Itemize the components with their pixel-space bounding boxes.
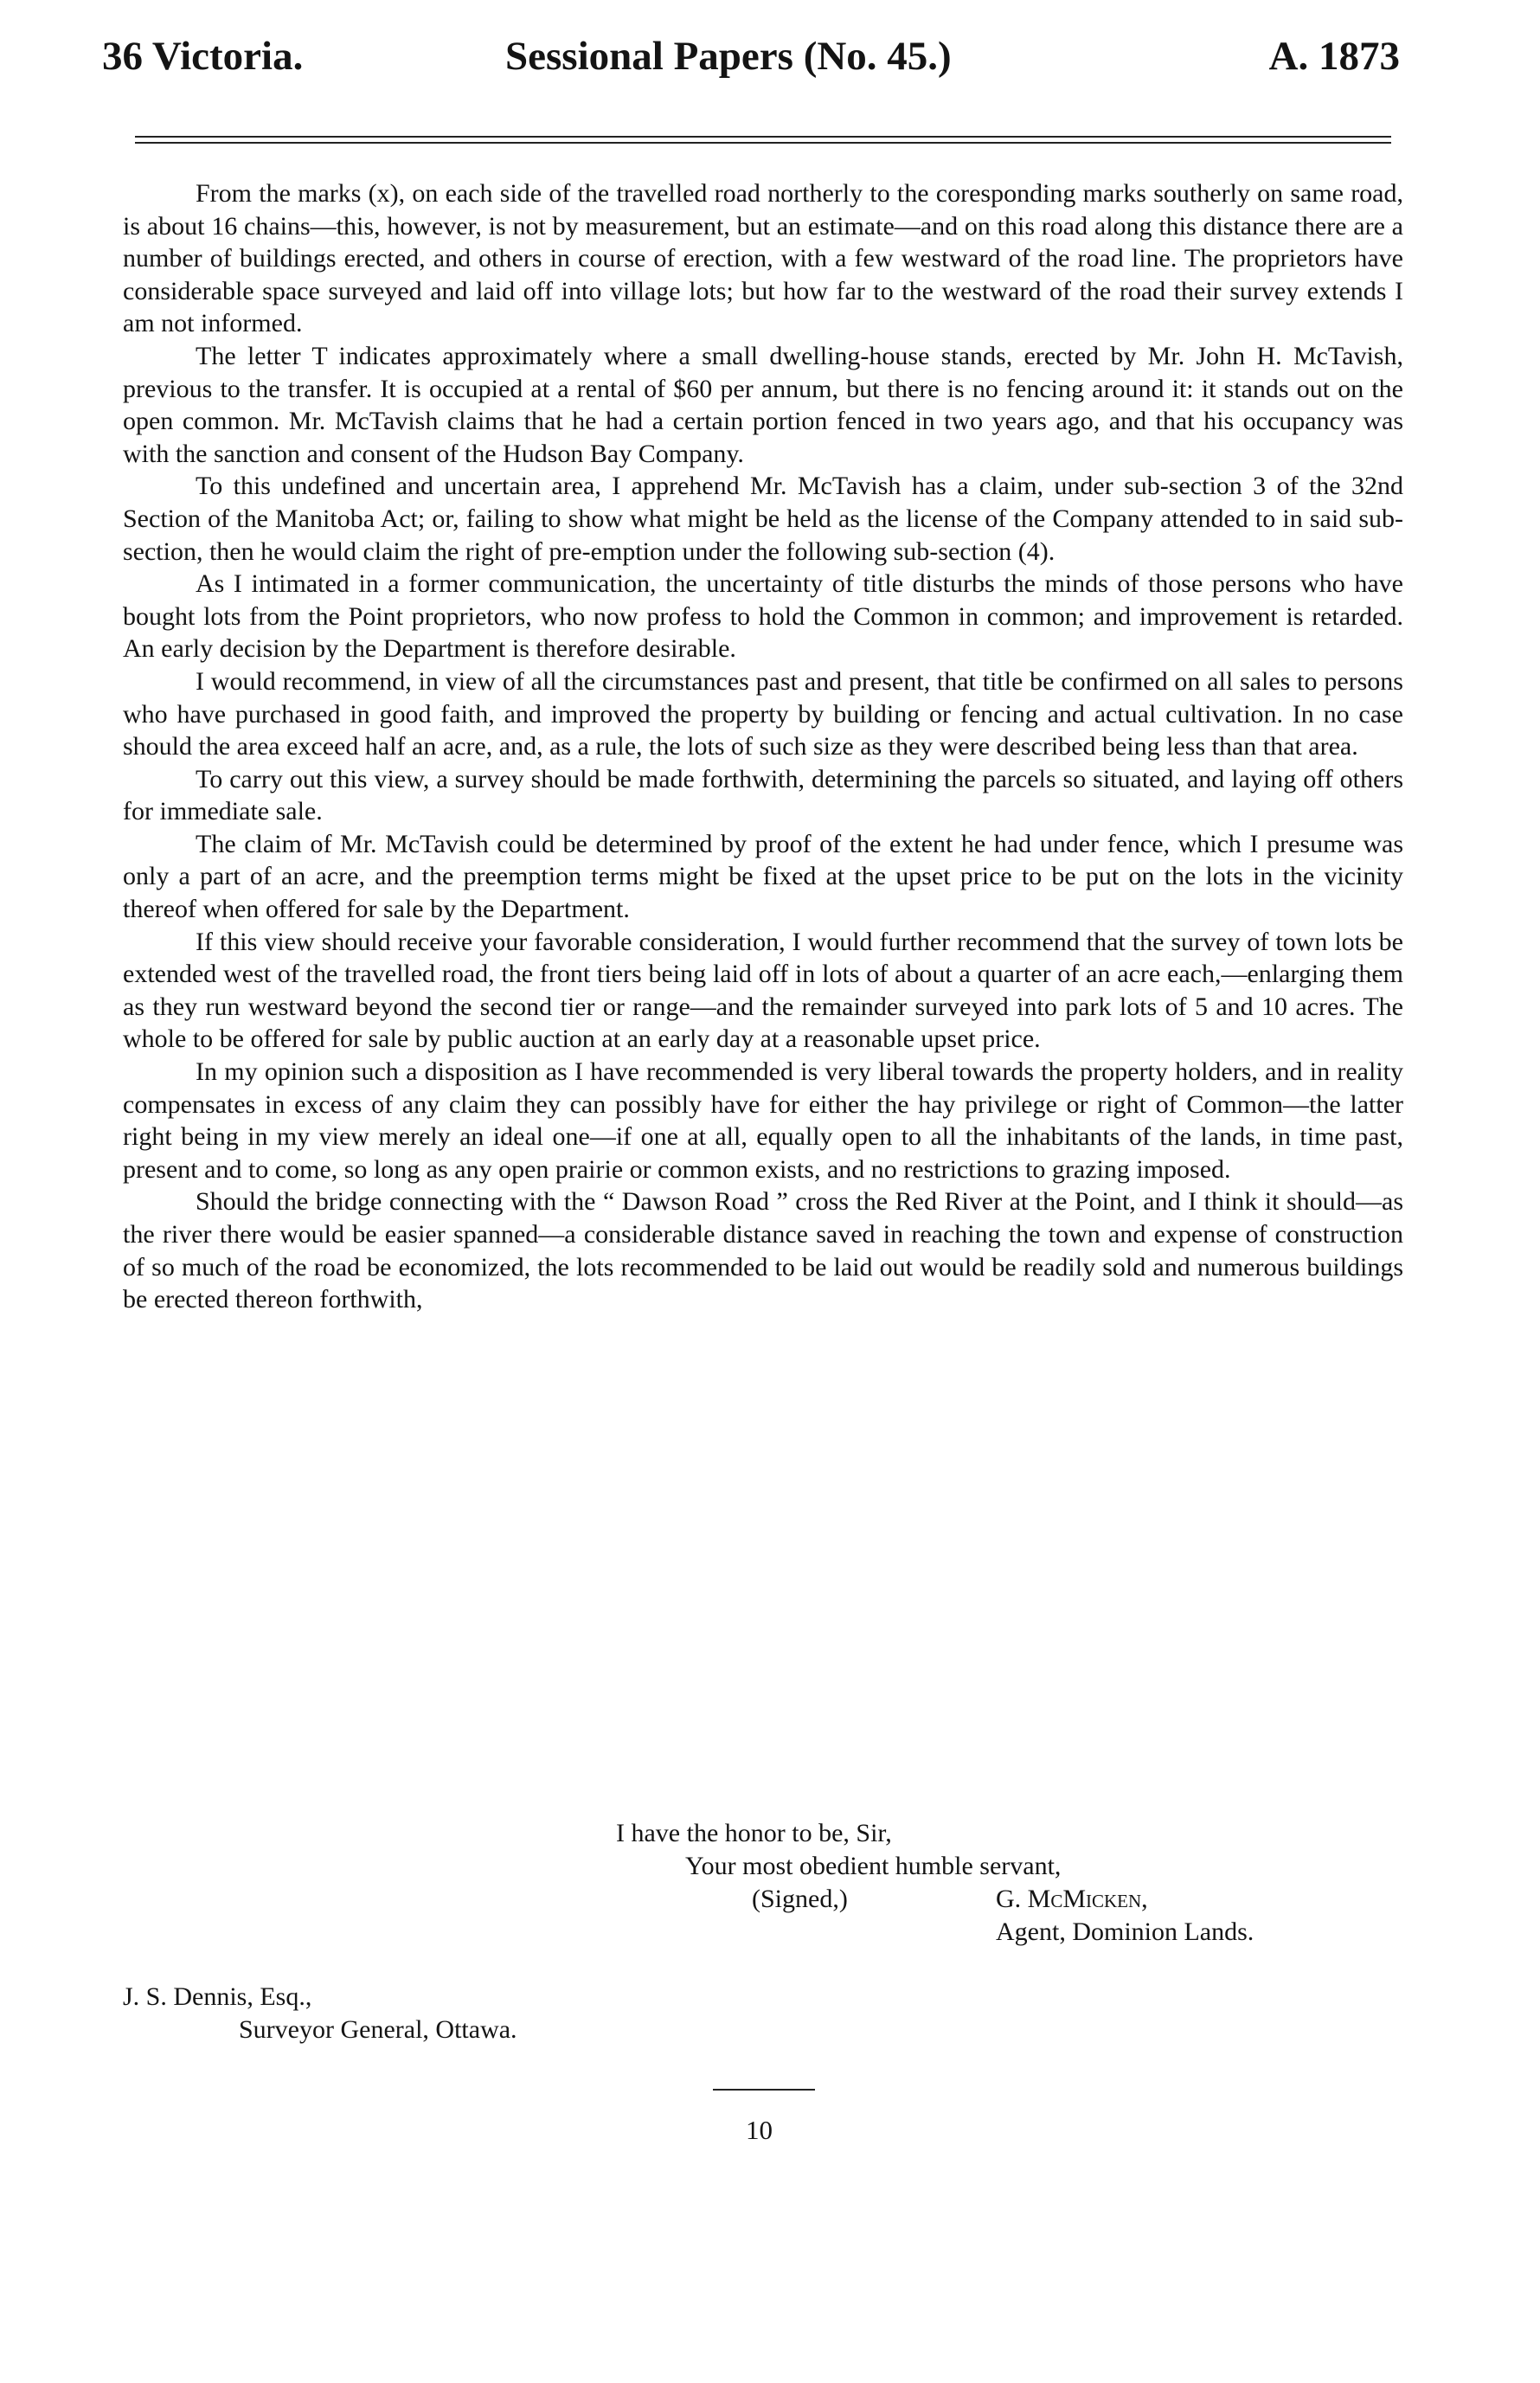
footer-rule [713, 2089, 815, 2091]
header-year: A. 1873 [1268, 34, 1400, 79]
paragraph: From the marks (x), on each side of the travelled road northerly to the coresponding marks southerly on same road, is about 16 chains—this, however, is not by measurement, but an estimate—and on this road along this distance there are a number of buildings erected, and others in course of erection, with a few westward of the road line. The proprietors have considerable space surveyed and laid off into village lots; but how far to the westward of the road their survey extends I am not informed. [123, 179, 1403, 338]
paragraph: Should the bridge connecting with the “ Dawson Road ” cross the Red River at the Point, and I think it should—as the river there would be easier spanned—a considerable distance saved in reaching the town and expense of construction of so much of the road be economized, the lots recommended to be laid out would be readily sold and numerous buildings be erected thereon forthwith, [123, 1187, 1403, 1314]
addressee-block [123, 1981, 517, 2046]
paragraph: I would recommend, in view of all the circumstances past and present, that title be confirmed on all sales to persons who have purchased in good faith, and improved the property by building or fencing and actual cultivation. In no case should the area exceed half an acre, and, as a rule, the lots of such size as they were described being less than that area. [123, 666, 1403, 761]
closing-servant: Your most obedient humble servant, [685, 1852, 1062, 1880]
page-number: 10 [746, 2115, 773, 2145]
paragraph: To this undefined and uncertain area, I apprehend Mr. McTavish has a claim, under sub-section 3 of the 32nd Section of the Manitoba Act; or, failing to show what might be held as the license of the Company attended to in said sub-section, then he would claim the right of pre-emption under the following sub-section (4). [123, 472, 1403, 566]
paragraph: To carry out this view, a survey should be made forthwith, determining the parcels so situated, and laying off others for immediate sale. [123, 764, 1403, 826]
page-header [102, 33, 1400, 93]
header-title: Sessional Papers (No. 45.) [505, 34, 952, 79]
signer-title: Agent, Dominion Lands. [996, 1917, 1254, 1946]
addressee-name: J. S. Dennis, Esq., [123, 1982, 312, 2011]
paragraph: The claim of Mr. McTavish could be determined by proof of the extent he had under fence, which I presume was only a part of an acre, and the preemption terms might be fixed at the upset price to be put on the lots in the vicinity thereof when offered for sale by the Department. [123, 829, 1403, 924]
header-volume: 36 Victoria. [102, 34, 304, 79]
paragraph: As I intimated in a former communication, the uncertainty of title disturbs the minds of those persons who have bought lots from the Point proprietors, who now profess to hold the Common in common; and improvement is retarded. An early decision by the Department is therefore desirable. [123, 569, 1403, 664]
signer-name: G. McMicken, [996, 1885, 1148, 1913]
closing-salutation: I have the honor to be, Sir, [616, 1819, 892, 1847]
header-rule-top [135, 136, 1391, 138]
header-rule-bottom [135, 142, 1391, 144]
paragraph: The letter T indicates approximately where a small dwelling-house stands, erected by Mr. John H. McTavish, previous to the transfer. It is occupied at a rental of $60 per annum, but there is no fencing around it: it stands out on the open common. Mr. McTavish claims that he had a certain portion fenced in two years ago, and that his occupancy was with the sanction and consent of the Hudson Bay Company. [123, 341, 1403, 468]
closing-signed: (Signed,) [752, 1885, 848, 1913]
addressee-position: Surveyor General, Ottawa. [239, 2015, 517, 2044]
paragraph: In my opinion such a disposition as I have recommended is very liberal towards the property holders, and in reality compensates in excess of any claim they can possibly have for either the hay privilege or right of Common—the latter right being in my view merely an ideal one—if one at all, equally open to all the inhabitants of the lands, in time past, present and to come, so long as any open prairie or common exists, and no restrictions to grazing imposed. [123, 1057, 1403, 1184]
letter-body [123, 177, 1403, 1316]
paragraph: If this view should receive your favorable consideration, I would further recommend that the survey of town lots be extended west of the travelled road, the front tiers being laid off in lots of about a quarter of an acre each,—enlarging them as they run westward beyond the second tier or range—and the remainder surveyed into park lots of 5 and 10 acres. The whole to be offered for sale by public auction at an early day at a reasonable upset price. [123, 927, 1403, 1054]
